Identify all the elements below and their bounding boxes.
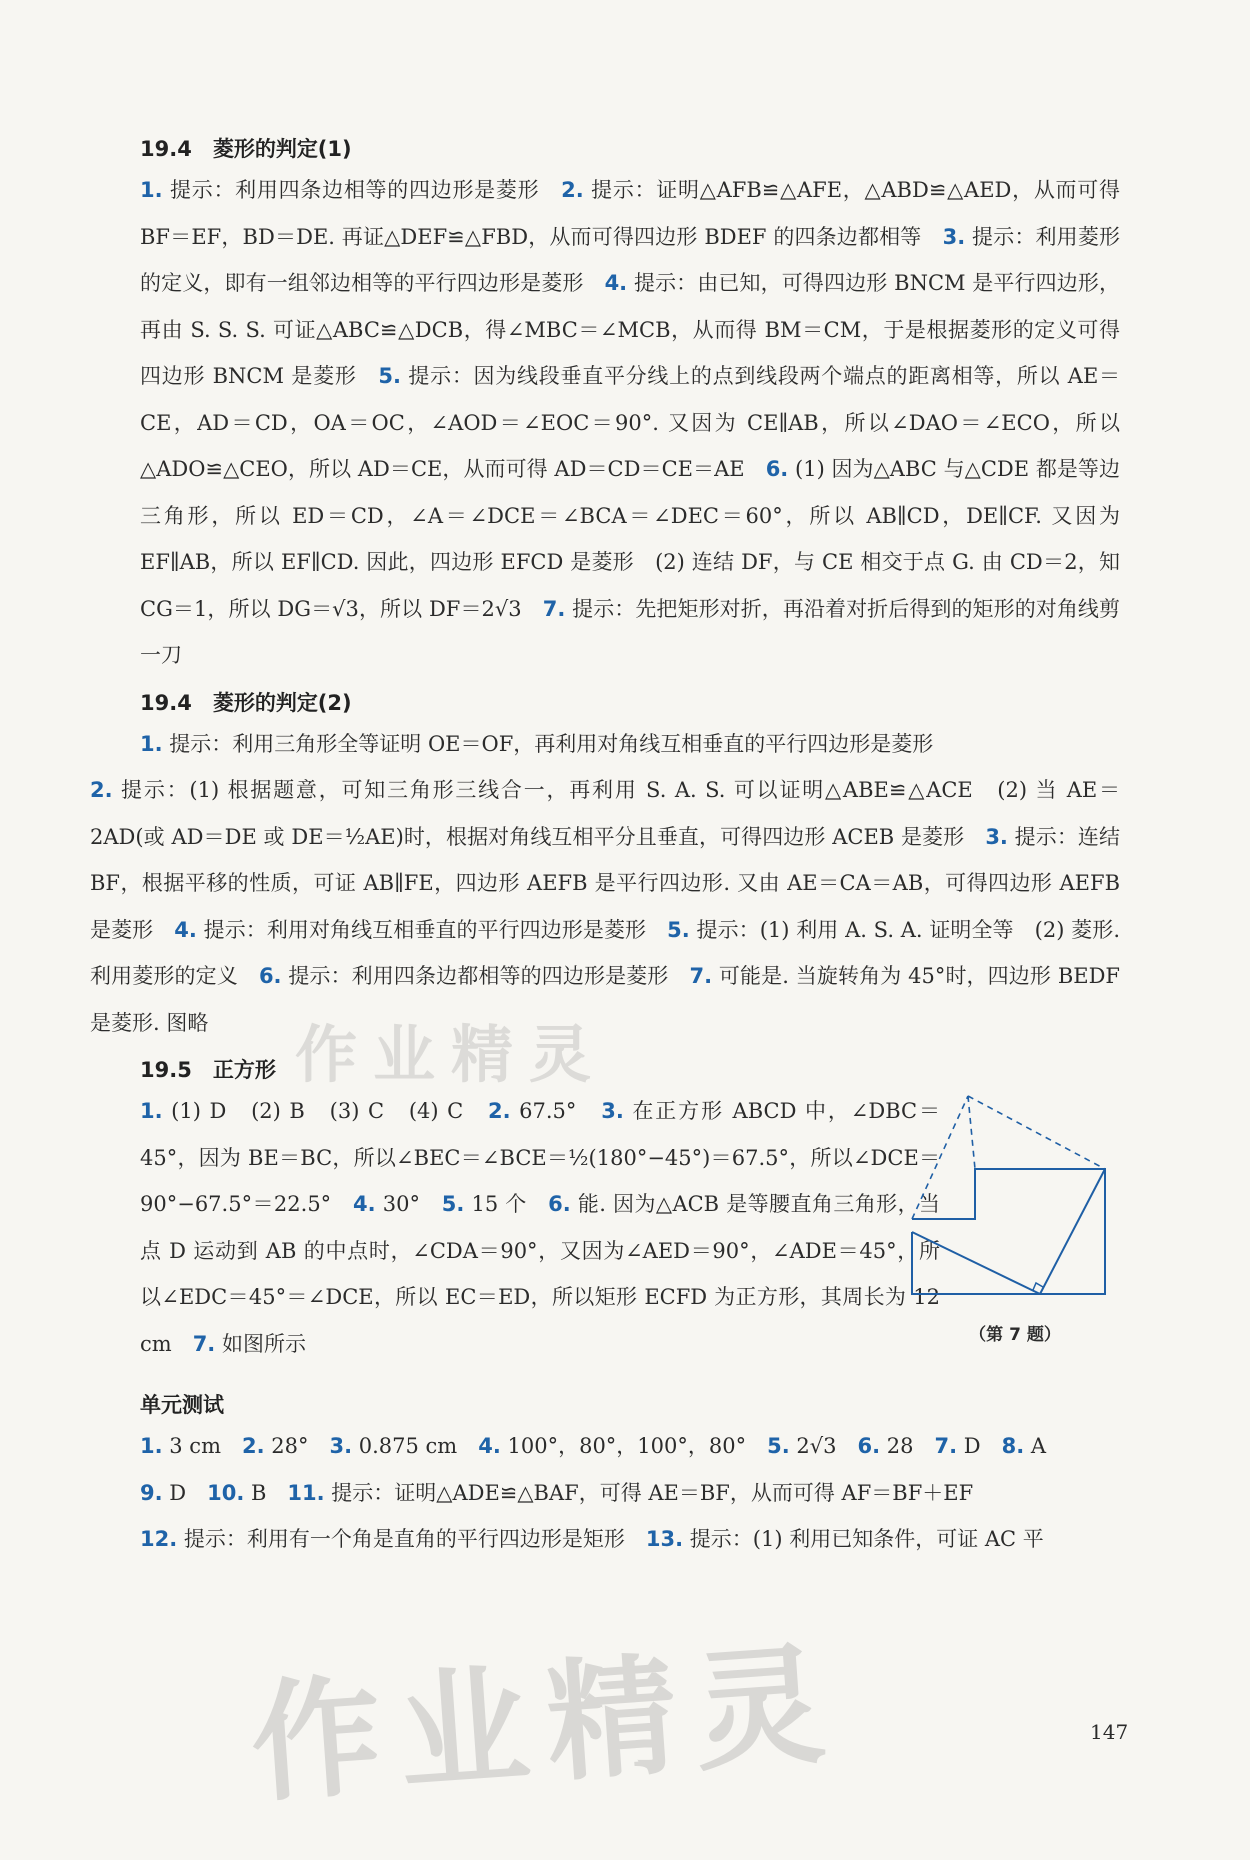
item-number: 3. xyxy=(942,224,966,249)
item-text: 提示：利用四条边相等的四边形是菱形 xyxy=(162,178,562,202)
item-text: 30° xyxy=(375,1192,442,1216)
figure-fold-line xyxy=(1040,1169,1105,1294)
item-number: 13. xyxy=(645,1527,684,1551)
item-number: 6. xyxy=(548,1192,571,1216)
item-text: 提示：连结 BF，根据平移的性质，可证 AB∥FE，四边形 AEFB 是平行四边形. 又由 AE＝CA＝AB，可得四边形 AEFB 是菱形 xyxy=(90,824,1120,942)
item-number: 7. xyxy=(542,596,566,621)
item-text: 提示：先把矩形对折，再沿着对折后得到的矩形的对角线剪一刀 xyxy=(140,596,1120,667)
section-body xyxy=(90,167,1120,679)
item-number: 4. xyxy=(478,1434,501,1458)
item-text: 可能是. 当旋转角为 45°时，四边形 BEDF 是菱形. 图略 xyxy=(90,964,1120,1035)
item-text: 67.5° xyxy=(510,1099,602,1123)
item-text: 提示：由已知，可得四边形 BNCM 是平行四边形，再由 S. S. S. 可证△ABC≌△DCB，得∠MBC＝∠MCB，从而得 BM＝CM，于是根据菱形的定义可得四边形 BNCM 是菱形 xyxy=(140,271,1120,388)
item-text: 如图所示 xyxy=(215,1331,306,1356)
item-text: 3 cm xyxy=(162,1434,242,1458)
section-body xyxy=(90,1088,940,1367)
item-number: 3. xyxy=(601,1099,624,1123)
item-number: 3. xyxy=(985,824,1008,849)
dashed-line xyxy=(968,1096,975,1169)
item-text: 提示：利用四条边都相等的四边形是菱形 xyxy=(281,964,690,988)
section-title: 19.4 菱形的判定(2) xyxy=(140,690,352,715)
item-number: 2. xyxy=(241,1434,265,1458)
item-number: 4. xyxy=(353,1192,376,1216)
item-number: 5. xyxy=(667,917,690,942)
item-number: 7. xyxy=(689,964,713,988)
figure-7 xyxy=(910,1094,1120,1345)
section-title: 单元测试 xyxy=(140,1393,224,1417)
item-number: 6. xyxy=(765,457,789,481)
dashed-line xyxy=(968,1096,1105,1169)
figure-outline xyxy=(912,1169,1105,1294)
item-number: 2. xyxy=(561,178,584,202)
item-text: 2√3 xyxy=(789,1434,858,1458)
section-body xyxy=(90,721,1120,768)
item-text: 100°，80°，100°，80° xyxy=(500,1434,768,1458)
item-number: 5. xyxy=(441,1192,465,1216)
item-text: 提示：(1) 利用已知条件，可证 AC 平 xyxy=(683,1527,1044,1551)
item-text: 提示：(1) 利用 A. S. A. 证明全等 (2) 菱形. 利用菱形的定义 xyxy=(90,917,1120,988)
item-text: 提示：利用三角形全等证明 OE＝OF，再利用对角线互相垂直的平行四边形是菱形 xyxy=(162,731,934,756)
item-number: 6. xyxy=(857,1434,881,1458)
item-number: 2. xyxy=(488,1099,511,1123)
item-text: 提示：证明△AFB≌△AFE，△ABD≌△AED，从而可得 BF＝EF，BD＝DE. 再证△DEF≌△FBD，从而可得四边形 BDEF 的四条边都相等 xyxy=(140,178,1120,249)
item-number: 7. xyxy=(934,1434,958,1458)
dashed-line xyxy=(912,1096,968,1219)
figure-caption: （第 7 题） xyxy=(969,1325,1061,1345)
item-text: (1) 因为△ABC 与△CDE 都是等边三角形，所以 ED＝CD，∠A＝∠DCE＝∠BCA＝∠DEC＝60°，所以 AB∥CD，DE∥CF. 又因为 EF∥AB，所以 EF∥CD. 因此，四边形 EFCD 是菱形 (2) 连结 DF，与 CE 相交于点 G. 由 CD＝2，知 CG＝1，所以 DG＝√3，所以 DF＝2√3 xyxy=(140,457,1120,621)
item-number: 5. xyxy=(378,364,401,388)
item-text: 提示：利用菱形的定义，即有一组邻边相等的平行四边形是菱形 xyxy=(140,224,1120,295)
item-text: 提示：利用对角线互相垂直的平行四边形是菱形 xyxy=(196,917,668,942)
square-section xyxy=(90,1088,1120,1367)
item-number: 12. xyxy=(140,1527,178,1551)
item-text: D xyxy=(162,1480,208,1505)
item-number: 6. xyxy=(258,964,282,988)
section-title: 19.5 正方形 xyxy=(140,1058,276,1082)
item-text: D xyxy=(957,1434,1002,1458)
item-number: 1. xyxy=(140,1099,163,1123)
item-text: 提示：因为线段垂直平分线上的点到线段两个端点的距离相等，所以 AE＝CE，AD＝CD，OA＝OC，∠AOD＝∠EOC＝90°. 又因为 CE∥AB，所以∠DAO＝∠ECO，所以△ADO≌△CEO，所以 AD＝CE，从而可得 AD＝CD＝CE＝AE xyxy=(140,364,1121,481)
item-text: 28° xyxy=(264,1434,330,1458)
item-text: A xyxy=(1024,1434,1047,1458)
item-text: 0.875 cm xyxy=(352,1434,479,1458)
item-text: 提示：利用有一个角是直角的平行四边形是矩形 xyxy=(177,1527,646,1551)
item-text: 28 xyxy=(880,1434,935,1458)
item-number: 10. xyxy=(207,1480,245,1505)
section-title: 19.4 菱形的判定(1) xyxy=(140,137,352,161)
item-number: 8. xyxy=(1001,1434,1025,1458)
item-number: 3. xyxy=(329,1434,353,1458)
figure-fold-line xyxy=(912,1232,1040,1294)
item-number: 4. xyxy=(604,271,628,295)
watermark: 作业精灵 xyxy=(246,1627,848,1821)
item-text: (1) D (2) B (3) C (4) C xyxy=(162,1099,488,1123)
item-text: 提示：证明△ADE≌△BAF，可得 AE＝BF，从而可得 AF＝BF＋EF xyxy=(324,1480,974,1505)
page-number: 147 xyxy=(1090,1720,1129,1744)
item-number: 11. xyxy=(287,1480,325,1505)
item-text: B xyxy=(244,1480,288,1505)
item-number: 1. xyxy=(140,1434,163,1458)
item-number: 7. xyxy=(192,1331,216,1356)
item-text: 15 个 xyxy=(464,1192,549,1216)
item-number: 2. xyxy=(90,778,113,802)
section-body xyxy=(90,1423,1120,1563)
item-text: 在正方形 ABCD 中，∠DBC＝45°，因为 BE＝BC，所以∠BEC＝∠BCE＝½(180°−45°)＝67.5°，所以∠DCE＝90°−67.5°＝22.5° xyxy=(140,1099,940,1216)
item-number: 5. xyxy=(767,1434,790,1458)
item-number: 1. xyxy=(140,178,163,202)
watermark-middle: 作业精灵 xyxy=(295,1018,608,1091)
page-content xyxy=(90,135,1120,1573)
item-number: 1. xyxy=(140,731,163,756)
item-number: 9. xyxy=(140,1480,163,1505)
item-text: 能. 因为△ACB 是等腰直角三角形，当点 D 运动到 AB 的中点时，∠CDA＝90°，又因为∠AED＝90°，∠ADE＝45°，所以∠EDC＝45°＝∠DCE，所以 EC＝ED，所以矩形 ECFD 为正方形，其周长为 12 cm xyxy=(140,1192,941,1356)
item-text: 提示：(1) 根据题意，可知三角形三线合一，再利用 S. A. S. 可以证明△ABE≌△ACE (2) 当 AE＝2AD(或 AD＝DE 或 DE＝½AE)时，根据对角线互相平分且垂直，可得四边形 ACEB 是菱形 xyxy=(90,778,1120,849)
folded-square-diagram xyxy=(910,1094,1120,1314)
item-number: 4. xyxy=(174,917,197,942)
